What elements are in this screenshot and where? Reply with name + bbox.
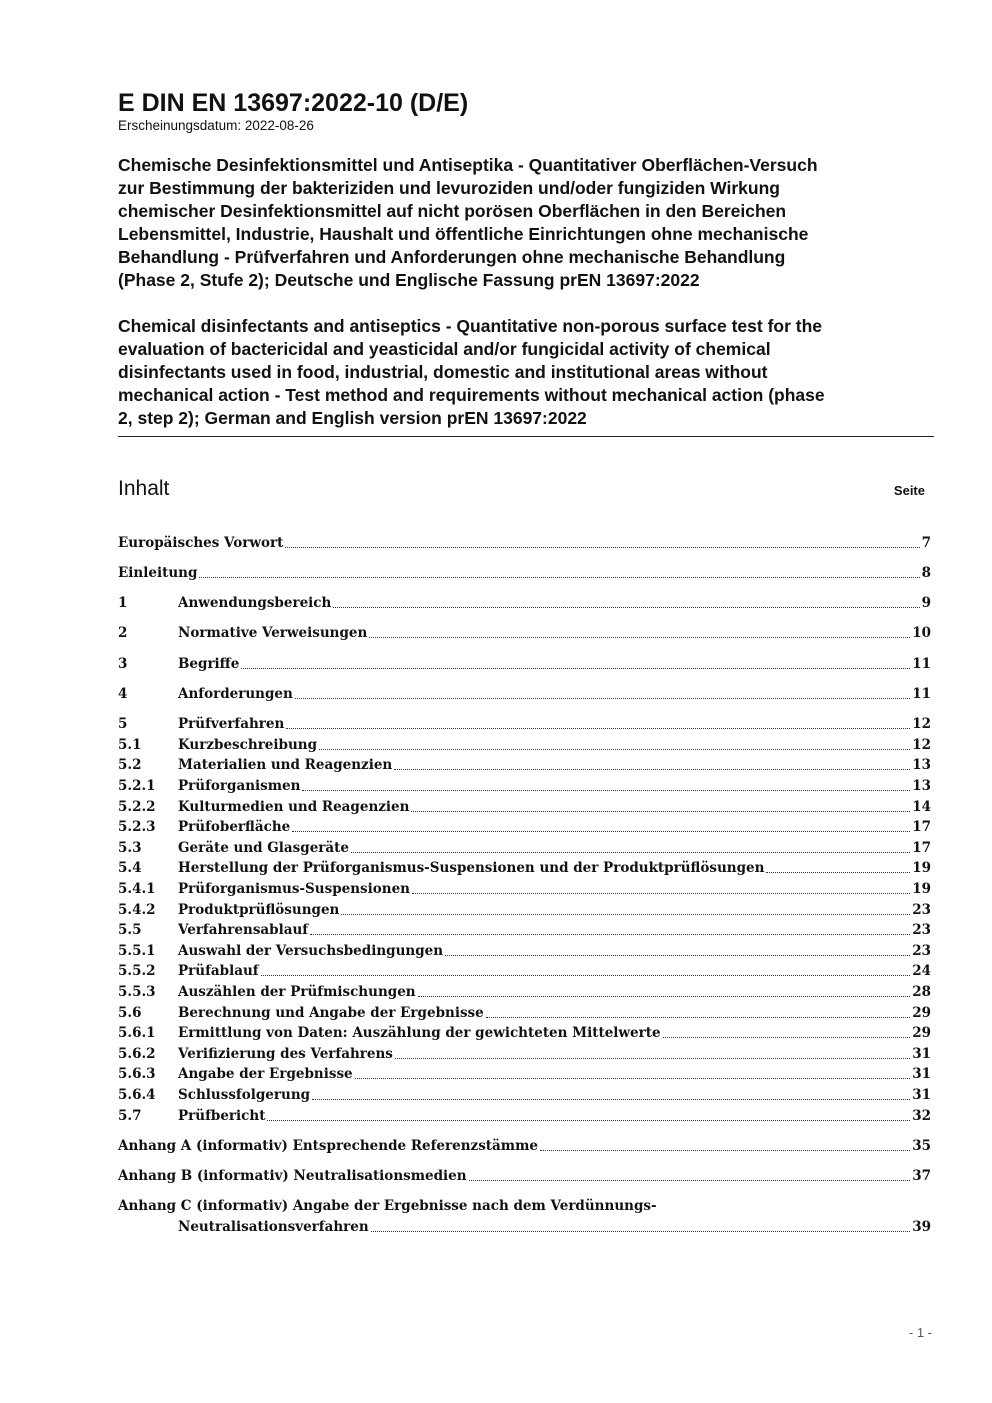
page-number: - 1 - [908,1325,932,1340]
toc-entry[interactable] [118,593,931,614]
toc-entry-label[interactable]: Produktprüflösungen [178,901,340,918]
toc-entry-label[interactable]: Verifizierung des Verfahrens [178,1045,393,1062]
toc-entry-page: 37 [912,1168,931,1185]
toc-entry-number: 5.6.2 [118,1045,156,1062]
toc-entry[interactable] [118,817,931,838]
toc-leader-dots [341,913,910,915]
title-german-line: Lebensmittel, Industrie, Haushalt und öffentliche Einrichtungen ohne mechanische [118,224,809,244]
toc-leader-dots [394,768,910,770]
toc-entry[interactable] [118,837,931,858]
title-german-line: chemischer Desinfektionsmittel auf nicht porösen Oberflächen in den Bereichen [118,201,787,221]
toc-entry-page: 28 [912,984,931,1000]
title-german-line: Behandlung - Prüfverfahren und Anforderungen ohne mechanische Behandlung [118,247,786,267]
toc-entry-label[interactable]: Prüfablauf [178,963,259,980]
toc-leader-dots [469,1179,911,1181]
toc-annex-label[interactable]: Anhang C (informativ) Angabe der Ergebnisse nach dem Verdünnungs- [118,1198,657,1215]
toc-leader-dots [302,789,910,791]
toc-title: Inhalt [118,477,170,500]
toc-entry-page: 11 [912,686,931,702]
toc-entry-label[interactable]: Einleitung [118,564,198,581]
toc-entry-number: 5.5.1 [118,942,156,959]
toc-annex-continuation[interactable] [118,1216,931,1237]
toc-entry-number: 5.6 [118,1004,142,1021]
toc-entry-number: 5.4.1 [118,881,156,898]
toc-entry-label[interactable]: Herstellung der Prüforganismus-Suspensionen und der Produktprüflösungen [178,860,765,877]
title-german-line: Chemische Desinfektionsmittel und Antiseptika - Quantitativer Oberflächen-Versuch [118,155,818,175]
toc-entry-page: 19 [912,881,931,898]
toc-entry-page: 23 [912,901,931,918]
toc-leader-dots [369,636,910,638]
toc-entry[interactable] [118,961,931,982]
toc-leader-dots [355,1077,911,1079]
toc-entry-page: 14 [912,798,931,815]
toc-entry-label[interactable]: Auszählen der Prüfmischungen [178,984,416,1000]
title-german [118,154,934,292]
toc-leader-dots [371,1230,911,1232]
toc-entry[interactable] [118,562,931,583]
title-english-line: 2, step 2); German and English version prEN 13697:2022 [118,408,587,428]
toc-entry-page: 8 [921,564,931,581]
toc-entry-label[interactable]: Schlussfolgerung [178,1086,311,1103]
toc-entry-label[interactable]: Materialien und Reagenzien [178,757,393,774]
toc-leader-dots [261,974,911,976]
toc-entry-page: 23 [912,942,931,959]
toc-entry-page: 39 [912,1219,931,1235]
toc-leader-dots [351,851,910,853]
toc-entry[interactable] [118,734,931,755]
toc-entry[interactable] [118,1084,931,1105]
toc-entry-number: 5.1 [118,736,142,753]
toc-entry-number: 2 [118,625,128,642]
title-german-line: zur Bestimmung der bakteriziden und levuroziden und/oder fungiziden Wirkung [118,178,780,198]
toc-entry-label[interactable]: Prüfoberfläche [178,819,291,836]
toc-entry-number: 5.2 [118,757,142,774]
toc-entry-page: 7 [921,534,931,551]
toc-entry-page: 19 [912,860,931,877]
toc-annex-entry[interactable] [118,1135,931,1156]
toc-entry-page: 13 [912,757,931,774]
toc-entry-number: 1 [118,595,128,612]
toc-leader-dots [766,871,910,873]
toc-entry[interactable] [118,683,931,704]
toc-entry[interactable] [118,940,931,961]
toc-leader-dots [295,697,910,699]
toc-entry-page: 24 [912,963,931,980]
toc-leader-dots [292,830,910,832]
toc-entry-number: 5.7 [118,1107,142,1124]
toc-entry-page: 11 [912,655,931,672]
toc-leader-dots [285,546,919,548]
toc-leader-dots [286,727,910,729]
toc-entry-number: 5.6.3 [118,1066,156,1083]
document-header [118,88,934,430]
toc-entry-page: 17 [912,819,931,836]
toc-entry-page: 23 [912,922,931,939]
toc-entry[interactable] [118,653,931,674]
toc-entry-page: 35 [912,1137,931,1154]
toc-leader-dots [418,995,911,997]
toc-entry-number: 5.5.3 [118,984,156,1000]
toc-entry[interactable] [118,1064,931,1085]
toc-entry-page: 12 [912,736,931,753]
toc-entry-number: 5.5 [118,922,142,939]
toc-entry-page: 9 [921,595,931,612]
toc-leader-dots [411,810,910,812]
toc-entry-label[interactable]: Angabe der Ergebnisse [178,1066,353,1083]
title-english-line: disinfectants used in food, industrial, domestic and institutional areas without [118,362,768,382]
toc-entry[interactable] [118,775,931,796]
toc-page-label: Seite [893,483,925,498]
toc-annex-label[interactable]: Anhang A (informativ) Entsprechende Referenzstämme [118,1137,538,1154]
toc-entry-page: 32 [912,1107,931,1124]
title-english [118,315,934,430]
toc-entry-page: 29 [912,1025,931,1042]
toc-entry[interactable] [118,1105,931,1126]
table-of-contents [118,532,931,1237]
toc-leader-dots [445,954,910,956]
toc-entry-number: 5.2.1 [118,778,156,795]
toc-entry[interactable] [118,755,931,776]
toc-entry[interactable] [118,532,931,553]
toc-annex-entry[interactable] [118,1166,931,1187]
toc-leader-dots [312,1098,910,1100]
toc-leader-dots [540,1149,910,1151]
toc-leader-dots [267,1119,910,1121]
toc-leader-dots [663,1036,911,1038]
toc-entry-number: 5.5.2 [118,963,156,980]
toc-entry-number: 5.4 [118,860,142,877]
toc-annex-entry[interactable] [118,1196,931,1217]
toc-leader-dots [199,576,919,578]
toc-annex-label[interactable]: Anhang B (informativ) Neutralisationsmedien [118,1168,467,1185]
toc-leader-dots [412,892,910,894]
title-english-line: mechanical action - Test method and requirements without mechanical action (phase [118,385,825,405]
toc-entry-label[interactable]: Verfahrensablauf [178,922,309,939]
toc-entry-number: 5.2.2 [118,798,156,815]
title-english-line: evaluation of bactericidal and yeasticidal and/or fungicidal activity of chemical [118,339,771,359]
toc-entry-page: 17 [912,839,931,856]
toc-entry[interactable] [118,714,931,735]
toc-entry-label[interactable]: Anforderungen [178,686,293,702]
title-german-line: (Phase 2, Stufe 2); Deutsche und Englische Fassung prEN 13697:2022 [118,270,700,290]
title-english-line: Chemical disinfectants and antiseptics - Quantitative non-porous surface test for the [118,316,823,336]
toc-entry[interactable] [118,920,931,941]
toc-entry-label[interactable]: Prüforganismus-Suspensionen [178,881,410,898]
toc-leader-dots [310,933,910,935]
toc-entry-label[interactable]: Geräte und Glasgeräte [178,839,349,856]
toc-leader-dots [333,606,919,608]
toc-entry[interactable] [118,1043,931,1064]
toc-entry-label[interactable]: Anwendungsbereich [178,595,332,612]
toc-entry-page: 10 [912,625,931,642]
toc-leader-dots [395,1057,910,1059]
toc-entry-page: 31 [912,1086,931,1103]
toc-entry-number: 5.4.2 [118,901,156,918]
toc-entry-label[interactable]: Auswahl der Versuchsbedingungen [178,942,444,959]
toc-entry-label[interactable]: Kulturmedien und Reagenzien [178,798,410,815]
toc-entry-number: 5.6.4 [118,1086,156,1103]
toc-entry-number: 4 [118,686,128,702]
toc-entry-number: 5.2.3 [118,819,156,836]
toc-leader-dots [319,748,910,750]
toc-entry-number: 5.3 [118,839,142,856]
toc-entry[interactable] [118,1002,931,1023]
toc-entry[interactable] [118,899,931,920]
toc-entry-page: 12 [912,716,931,733]
toc-entry-label[interactable]: Berechnung und Angabe der Ergebnisse [178,1004,484,1021]
toc-entry-label[interactable]: Europäisches Vorwort [118,534,284,551]
toc-entry-label[interactable]: Prüforganismen [178,778,301,795]
toc-annex-label-cont[interactable]: Neutralisationsverfahren [178,1219,369,1235]
document-id: E DIN EN 13697:2022-10 (D/E) [118,89,469,117]
toc-entry[interactable] [118,858,931,879]
toc-entry-number: 3 [118,655,128,672]
toc-entry[interactable] [118,623,931,644]
publication-date: Erscheinungsdatum: 2022-08-26 [118,118,314,133]
toc-entry-number: 5 [118,716,128,733]
toc-entry-page: 31 [912,1066,931,1083]
toc-entry[interactable] [118,878,931,899]
toc-entry-label[interactable]: Kurzbeschreibung [178,736,318,753]
toc-entry-page: 31 [912,1045,931,1062]
toc-entry-page: 29 [912,1004,931,1021]
toc-entry-page: 13 [912,778,931,795]
toc-entry-label[interactable]: Prüfbericht [178,1107,266,1124]
toc-entry-label[interactable]: Ermittlung von Daten: Auszählung der gewichteten Mittelwerte [178,1025,661,1042]
toc-entry-label[interactable]: Normative Verweisungen [178,625,368,642]
toc-entry[interactable] [118,981,931,1002]
toc-entry-label[interactable]: Begriffe [178,655,240,672]
toc-entry-label[interactable]: Prüfverfahren [178,716,285,733]
header-divider [118,436,934,437]
toc-entry[interactable] [118,1023,931,1044]
toc-entry-number: 5.6.1 [118,1025,156,1042]
toc-leader-dots [486,1016,910,1018]
toc-entry[interactable] [118,796,931,817]
toc-leader-dots [241,667,910,669]
